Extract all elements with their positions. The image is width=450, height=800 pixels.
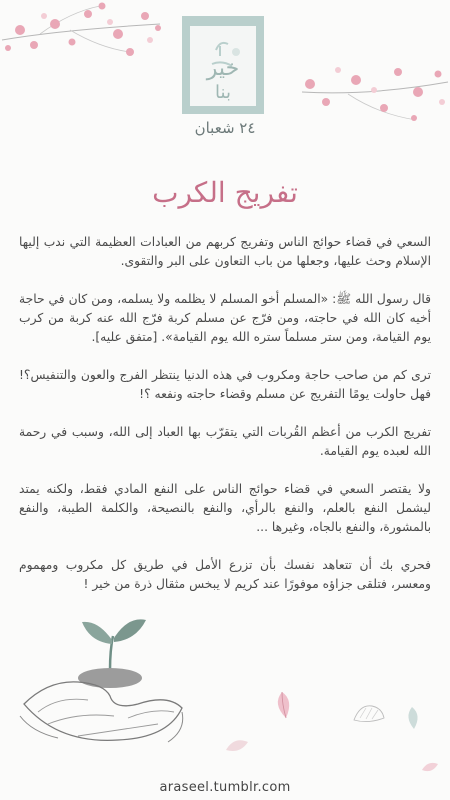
page-title: تفريج الكرب xyxy=(152,176,298,209)
leaf-decoration-icon xyxy=(352,700,386,724)
footer-website: araseel.tumblr.com xyxy=(159,780,291,795)
leaf-decoration-icon xyxy=(272,690,300,720)
logo xyxy=(182,16,264,114)
date-label: ٢٤ شعبان xyxy=(194,119,256,137)
paragraph: فحري بك أن تتعاهد نفسك بأن تزرع الأمل في طريق كل مكروب ومهموم ومعسر، فتلقى جزاؤه موفورًا عند كريم لا يبخس مثقال ذرة من خير ! xyxy=(19,558,431,591)
leaf-decoration-icon xyxy=(420,760,440,774)
article-body xyxy=(19,233,431,613)
paragraph: ولا يقتصر السعي في قضاء حوائج الناس على النفع المادي فقط، ولكنه يمتد ليشمل النفع بالعلم، والنفع بالرأي، والنفع بالنصيحة، والكلمة الطيبة، والنفع بالمشورة، والنفع بالجاه، وغيرها ... xyxy=(19,482,431,534)
floral-branch-top-left-icon xyxy=(0,0,165,70)
leaf-decoration-icon xyxy=(224,736,250,754)
paragraph: قال رسول الله ﷺ: «المسلم أخو المسلم لا يظلمه ولا يسلمه، ومن كان في حاجة أخيه كان الله في حاجته، ومن فرّج عن مسلم كربة فرّج الله عنه كربة من كرب يوم القيامة، ومن ستر مسلماً ستره الله يوم القيامة». [متفق عليه]. xyxy=(19,292,431,344)
paragraph: ترى كم من صاحب حاجة ومكروب في هذه الدنيا ينتظر الفرج والعون والتنفيس؟! فهل حاولت يومًا التفريج عن مسلم وقضاء حاجته ونفعه ؟! xyxy=(19,368,431,401)
paragraph: السعي في قضاء حوائج الناس وتفريج كربهم من العبادات العظيمة التي ندب إليها الإسلام وحث عليها، وجعلها من باب التعاون على البر والتقوى. xyxy=(19,235,431,268)
hands-seedling-icon xyxy=(18,600,188,760)
paragraph: تفريج الكرب من أعظم القُربات التي يتقرّب بها العباد إلى الله، وسبب في رحمة الله لعبده يوم القيامة. xyxy=(19,425,431,458)
logo-text: خير xyxy=(206,56,240,81)
floral-branch-top-right-icon xyxy=(298,62,450,124)
logo-text-sub: بنا xyxy=(215,82,231,103)
leaf-decoration-icon xyxy=(404,705,424,731)
